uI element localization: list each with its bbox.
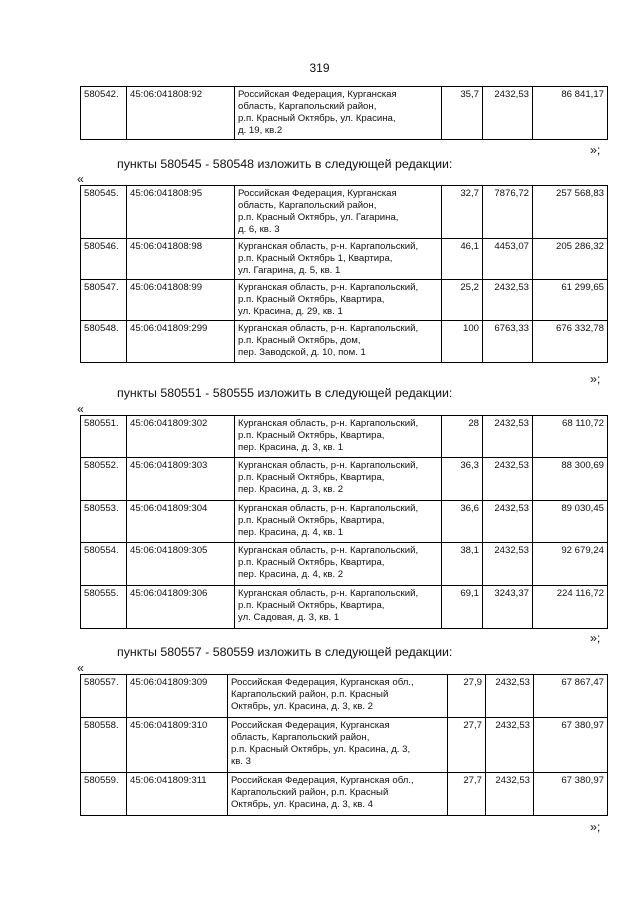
area-value: 27,7	[448, 773, 486, 816]
cadastral-number: 45:06:041809:299	[127, 321, 235, 363]
address-line: р.п. Красный Октябрь 1, Квартира,	[238, 253, 393, 264]
rate-value: 2432,53	[483, 280, 533, 321]
cadastral-value: 61 299,65	[533, 280, 608, 321]
address-line: р.п. Красный Октябрь, ул. Гагарина,	[238, 212, 399, 223]
address-line: кв. 3	[231, 756, 251, 767]
address-line: Октябрь, ул. Красина, д. 3, кв. 4	[231, 799, 373, 810]
address-line: пер. Красина, д. 3, кв. 1	[238, 442, 344, 453]
address-line: Курганская область, р-н. Каргапольский,	[238, 323, 419, 334]
address-line: р.п. Красный Октябрь, Квартира,	[238, 600, 385, 611]
address-line: р.п. Красный Октябрь, Квартира,	[238, 294, 385, 305]
cadastral-value: 89 030,45	[533, 501, 608, 543]
closing-quote: »;	[590, 820, 601, 834]
cadastral-number: 45:06:041809:302	[127, 416, 235, 458]
address-line: пер. Красина, д. 4, кв. 1	[238, 527, 344, 538]
address-cell	[235, 239, 442, 280]
opening-quote: «	[77, 402, 84, 416]
area-value: 36,6	[442, 501, 483, 543]
address-line: пер. Красина, д. 3, кв. 2	[238, 484, 344, 495]
table-row	[81, 773, 608, 816]
address-line: область, Каргапольский район,	[238, 101, 377, 112]
address-line: ул. Садовая, д. 3, кв. 1	[238, 612, 340, 623]
rate-value: 2432,53	[486, 718, 534, 773]
rate-value: 7876,72	[483, 186, 533, 239]
opening-quote: «	[77, 661, 84, 675]
address-line: р.п. Красный Октябрь, Квартира,	[238, 472, 385, 483]
row-number: 580555.	[81, 586, 127, 629]
table-row	[81, 186, 608, 239]
closing-quote: »;	[590, 631, 601, 645]
rate-value: 2432,53	[486, 773, 534, 816]
address-line: Курганская область, р-н. Каргапольский,	[238, 588, 419, 599]
rate-value: 2432,53	[483, 543, 533, 586]
area-value: 36,3	[442, 458, 483, 501]
area-value: 28	[442, 416, 483, 458]
cadastral-number: 45:06:041808:98	[127, 239, 235, 280]
address-line: Российская Федерация, Курганская	[238, 89, 397, 100]
address-line: пер. Красина, д. 4, кв. 2	[238, 569, 344, 580]
table-row	[81, 280, 608, 321]
address-cell	[228, 773, 448, 816]
address-line: д. 6, кв. 3	[238, 224, 280, 235]
area-value: 100	[442, 321, 483, 363]
cadastral-number: 45:06:041809:305	[127, 543, 235, 586]
address-line: Российская Федерация, Курганская обл.,	[231, 775, 414, 786]
row-number: 580557.	[81, 675, 127, 718]
address-cell	[228, 718, 448, 773]
cadastral-number: 45:06:041809:303	[127, 458, 235, 501]
address-cell	[235, 586, 442, 629]
row-number: 580558.	[81, 718, 127, 773]
rate-value: 3243,37	[483, 586, 533, 629]
address-cell	[235, 186, 442, 239]
address-line: область, Каргапольский район,	[238, 200, 377, 211]
rate-value: 2432,53	[483, 87, 533, 140]
table-row	[81, 239, 608, 280]
address-line: пер. Заводской, д. 10, пом. 1	[238, 347, 366, 358]
address-line: р.п. Красный Октябрь, ул. Красина, д. 3,	[231, 744, 411, 755]
amendment-intro: пункты 580551 - 580555 изложить в следующей редакции:	[117, 386, 453, 400]
cadastral-value: 67 380,97	[534, 773, 608, 816]
cadastral-number: 45:06:041809:311	[127, 773, 228, 816]
address-line: Курганская область, р-н. Каргапольский,	[238, 418, 419, 429]
row-number: 580546.	[81, 239, 127, 280]
closing-quote: »;	[590, 143, 601, 157]
cadastral-value: 67 867,47	[534, 675, 608, 718]
closing-quote: »;	[590, 372, 601, 386]
address-line: Каргапольский район, р.п. Красный	[231, 787, 389, 798]
cadastral-value: 676 332,78	[533, 321, 608, 363]
area-value: 46,1	[442, 239, 483, 280]
row-number: 580548.	[81, 321, 127, 363]
address-line: Российская Федерация, Курганская	[238, 188, 397, 199]
cadastral-value: 205 286,32	[533, 239, 608, 280]
table-row	[81, 718, 608, 773]
opening-quote: «	[77, 172, 84, 186]
table-row	[81, 416, 608, 458]
area-value: 32,7	[442, 186, 483, 239]
row-number: 580545.	[81, 186, 127, 239]
area-value: 69,1	[442, 586, 483, 629]
cadastral-value: 88 300,69	[533, 458, 608, 501]
table-row	[81, 87, 608, 140]
address-line: р.п. Красный Октябрь, Квартира,	[238, 430, 385, 441]
address-line: Курганская область, р-н. Каргапольский,	[238, 545, 419, 556]
amendment-intro: пункты 580545 - 580548 изложить в следующей редакции:	[117, 157, 453, 171]
row-number: 580547.	[81, 280, 127, 321]
cadastral-number: 45:06:041809:306	[127, 586, 235, 629]
address-line: Российская Федерация, Курганская обл.,	[231, 677, 414, 688]
cadastral-number: 45:06:041808:99	[127, 280, 235, 321]
cadastral-value: 86 841,17	[533, 87, 608, 140]
rate-value: 2432,53	[483, 416, 533, 458]
cadastral-value: 92 679,24	[533, 543, 608, 586]
row-number: 580559.	[81, 773, 127, 816]
table-row	[81, 543, 608, 586]
address-line: р.п. Красный Октябрь, Квартира,	[238, 515, 385, 526]
area-value: 38,1	[442, 543, 483, 586]
area-value: 25,2	[442, 280, 483, 321]
cadastral-value: 257 568,83	[533, 186, 608, 239]
row-number: 580551.	[81, 416, 127, 458]
rate-value: 4453,07	[483, 239, 533, 280]
address-line: ул. Красина, д. 29, кв. 1	[238, 306, 343, 317]
address-line: Курганская область, р-н. Каргапольский,	[238, 503, 419, 514]
address-cell	[235, 458, 442, 501]
address-line: Курганская область, р-н. Каргапольский,	[238, 282, 419, 293]
property-table	[80, 674, 608, 816]
address-cell	[235, 87, 442, 140]
cadastral-number: 45:06:041809:304	[127, 501, 235, 543]
rate-value: 2432,53	[483, 501, 533, 543]
cadastral-value: 224 116,72	[533, 586, 608, 629]
amendment-intro: пункты 580557 - 580559 изложить в следующей редакции:	[117, 645, 453, 659]
row-number: 580542.	[81, 87, 127, 140]
address-cell	[235, 280, 442, 321]
table-row	[81, 458, 608, 501]
row-number: 580553.	[81, 501, 127, 543]
property-table	[80, 86, 608, 140]
cadastral-number: 45:06:041809:310	[127, 718, 228, 773]
table-row	[81, 675, 608, 718]
address-cell	[235, 543, 442, 586]
cadastral-number: 45:06:041808:92	[127, 87, 235, 140]
area-value: 35,7	[442, 87, 483, 140]
address-line: ул. Гагарина, д. 5, кв. 1	[238, 265, 341, 276]
row-number: 580554.	[81, 543, 127, 586]
cadastral-number: 45:06:041809:309	[127, 675, 228, 718]
address-line: р.п. Красный Октябрь, ул. Красина,	[238, 113, 396, 124]
address-line: р.п. Красный Октябрь, Квартира,	[238, 557, 385, 568]
address-cell	[228, 675, 448, 718]
address-line: р.п. Красный Октябрь, дом,	[238, 335, 361, 346]
address-line: Октябрь, ул. Красина, д. 3, кв. 2	[231, 701, 373, 712]
address-line: Курганская область, р-н. Каргапольский,	[238, 241, 419, 252]
table-row	[81, 586, 608, 629]
row-number: 580552.	[81, 458, 127, 501]
address-line: Каргапольский район, р.п. Красный	[231, 689, 389, 700]
page-number: 319	[309, 61, 330, 75]
rate-value: 2432,53	[486, 675, 534, 718]
area-value: 27,9	[448, 675, 486, 718]
table-row	[81, 501, 608, 543]
address-cell	[235, 416, 442, 458]
address-line: Курганская область, р-н. Каргапольский,	[238, 460, 419, 471]
table-row	[81, 321, 608, 363]
cadastral-value: 67 380,97	[534, 718, 608, 773]
rate-value: 2432,53	[483, 458, 533, 501]
cadastral-value: 68 110,72	[533, 416, 608, 458]
area-value: 27,7	[448, 718, 486, 773]
property-table	[80, 415, 608, 629]
address-cell	[235, 321, 442, 363]
address-line: область, Каргапольский район,	[231, 732, 370, 743]
rate-value: 6763,33	[483, 321, 533, 363]
address-line: д. 19, кв.2	[238, 125, 283, 136]
address-line: Российская Федерация, Курганская	[231, 720, 390, 731]
property-table	[80, 185, 608, 363]
address-cell	[235, 501, 442, 543]
cadastral-number: 45:06:041808:95	[127, 186, 235, 239]
